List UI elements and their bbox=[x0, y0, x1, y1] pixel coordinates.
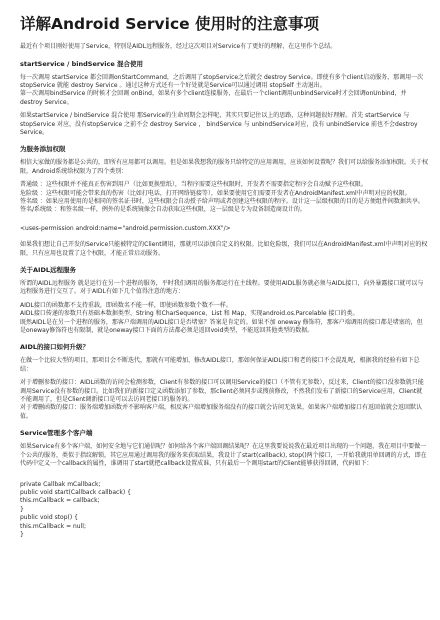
paragraph: 第一次调用bindService 的时候才会回调 onBind，如果有多个client连接服务，在最后一个client调用unbindService时才会回调onUnbind，并destroy Service。 bbox=[20, 90, 407, 106]
code-block: private Callbak mCallback; public void start(Callback callback) { this.mCallback = callback; } public void stop() { this.mCallback = null; } bbox=[20, 480, 131, 538]
list-item: 签名级 ：如果应用使用的是相同的签名证书时，这些权限会自动授予给声明或者创建这些权限的程序。设计这一层级权限的目的是方便组件间数据共享。 bbox=[20, 197, 424, 205]
paragraph: 在做一个比较大型的项目，那项目会不断迭代，那就有可能增加、修改AIDL接口，那如何保证AIDL接口和老的接口不会混乱呢，根据我的经验有如下总结： bbox=[20, 357, 420, 373]
intro-text: 最近有个项目刚好使用了Service，特别是AIDL远程服务，经过这次项目对Service有了更好的理解，在这里作个总结。 bbox=[20, 43, 337, 50]
section-heading-permissions: 为服务添加权限 bbox=[20, 145, 66, 154]
paragraph-group bbox=[20, 404, 428, 421]
list-item: 签名/系统级 ：和签名级一样，例外的是系统镜像会自动获取这些权限，这一层级是专为设备制造商设计的。 bbox=[20, 206, 306, 214]
paragraph: 如果startService / bindService 混合使用 那Service的生命周期会怎样呢，其实只要记住以上的思路，这种问题很好理解。首先 startService 与 stopService 对应，没有stopService 之前不会 destroy Service ， bindService 与 unbindService对应，没有 unbindService 前也不会destroy Service。 bbox=[20, 112, 418, 136]
section-heading-mixed-use: startService / bindService 混合使用 bbox=[20, 59, 144, 68]
paragraph-group bbox=[20, 310, 428, 335]
permission-code-line: <uses-permission android:name="android.permission.custom.XXX"/> bbox=[20, 224, 231, 232]
paragraph: 既然AIDL是在另一个进程的服务，那客户端调用的AIDL接口是否堵塞？答案是肯定的。如果不加 oneway 修饰符，那客户端调用的接口都是堵塞的，但是oneway修饰符也有限制，就是oneway接口下面的方法都必须是返回void类型，不能返回其他类型的数据。 bbox=[20, 318, 423, 335]
paragraph: 如果我们想让自己开发的Service只能被特定的Client调用，那就可以添加自定义的权限。比如危险级，我们可以在AndroidManifest.xml中声明对应的权限，只有应用也设置了这个权限，才能正常启动服务。 bbox=[20, 241, 428, 257]
list-item: 危险级 ：这些权限可能会带来真的伤害（比如打电话，打开网络链接等），如果要使用它们需要开发者在AndroidManifest.xml中声明对应的权限。 bbox=[20, 189, 411, 197]
paragraph: AIDL接口的函数都不支持重载，即函数名不能一样，即使函数参数个数不一样。 bbox=[20, 301, 232, 309]
paragraph: 每一次调用 startService 都会回调onStartCommand，之后调用了stopService之后就会 destroy Service。即使有多个client启动服务，那调用一次stopService 就能 destroy Service 。通过这种方式还有一个好处就是Service可以通过调用 stopSelf 主动退出。 bbox=[20, 73, 424, 89]
paragraph: AIDL接口传递的参数只有基础本数据类型、String 和CharSequence、List 和 Map、实现android.os.Parcelable 接口的类。 bbox=[20, 310, 359, 318]
paragraph: 所谓的AIDL远程服务 就是运行在另一个进程的服务，平时我们调用的服务都运行在主线程。要使用AIDL服务就必须与AIDL接口，向外暴露接口就可以与远程服务进行交互了。对于AIDL有如下几个值得注意的地方： bbox=[20, 280, 424, 296]
section-heading-multi-client: Service管理多个客户端 bbox=[20, 429, 93, 438]
permission-levels-list bbox=[20, 181, 428, 215]
page-title: 详解Android Service 使用时的注意事项 bbox=[20, 15, 320, 33]
section-heading-aidl: 关于AIDL远程服务 bbox=[20, 266, 76, 274]
section-heading-aidl-upgrade: AIDL的接口如何升级？ bbox=[20, 343, 89, 352]
paragraph: 对于增删参数的接口：AIDL函数的访问会检测参数，Client有参数的接口可以调用Service的接口（不管有无参数），反过来，Client的接口没参数就只能调用Service没有参数的接口。比如我们的新接口定义函数添加了参数，那client必须同步或搜前修改，不然我们发布了新接口的Service应用，Client就不能调用了，但是Client调新接口是可以去访问老接口的服务的。 bbox=[20, 379, 424, 404]
list-item: 普通级 ：这些权限并不能真正伤害到用户（比如更换壁纸），当程序需要这些权限时，开发者不需要指定程序会自动赋予这些权限。 bbox=[20, 181, 367, 189]
paragraph: 如果Service有多个客户端，如何安全地与它们通信呢？如何给各个客户端回调结果呢？在这里我要说说我在最近项目出现的一个问题，我在项目中要做一个公共的服务，类似于指纹解锁，其它应用通过调用我的服务来获取结果，我设计了start(callback), stop()两个接口，一开始我就用单回调的方式，即在代码中定义一个callback的属性，谁调用了start就把callback设置成谁，只有最后一个调用start的Client能够获得回调，代码如下： bbox=[20, 443, 427, 468]
paragraph: 对于增删函数的接口：服务端增加函数并不影响客户端，相反客户端增加服务端没有的接口就会访问无效果，如果客户端增加接口有返回值就会返回默认值。 bbox=[20, 404, 423, 420]
paragraph-group bbox=[20, 90, 428, 107]
paragraph: 相信大家做的服务都是公共的，即所有应用都可以调用。但是如果我想我的服务只给特定的应用调用，应该如何设置呢？我们可以给服务添加权限。关于权限，Android系统给权限为了四个类别： bbox=[20, 159, 429, 175]
